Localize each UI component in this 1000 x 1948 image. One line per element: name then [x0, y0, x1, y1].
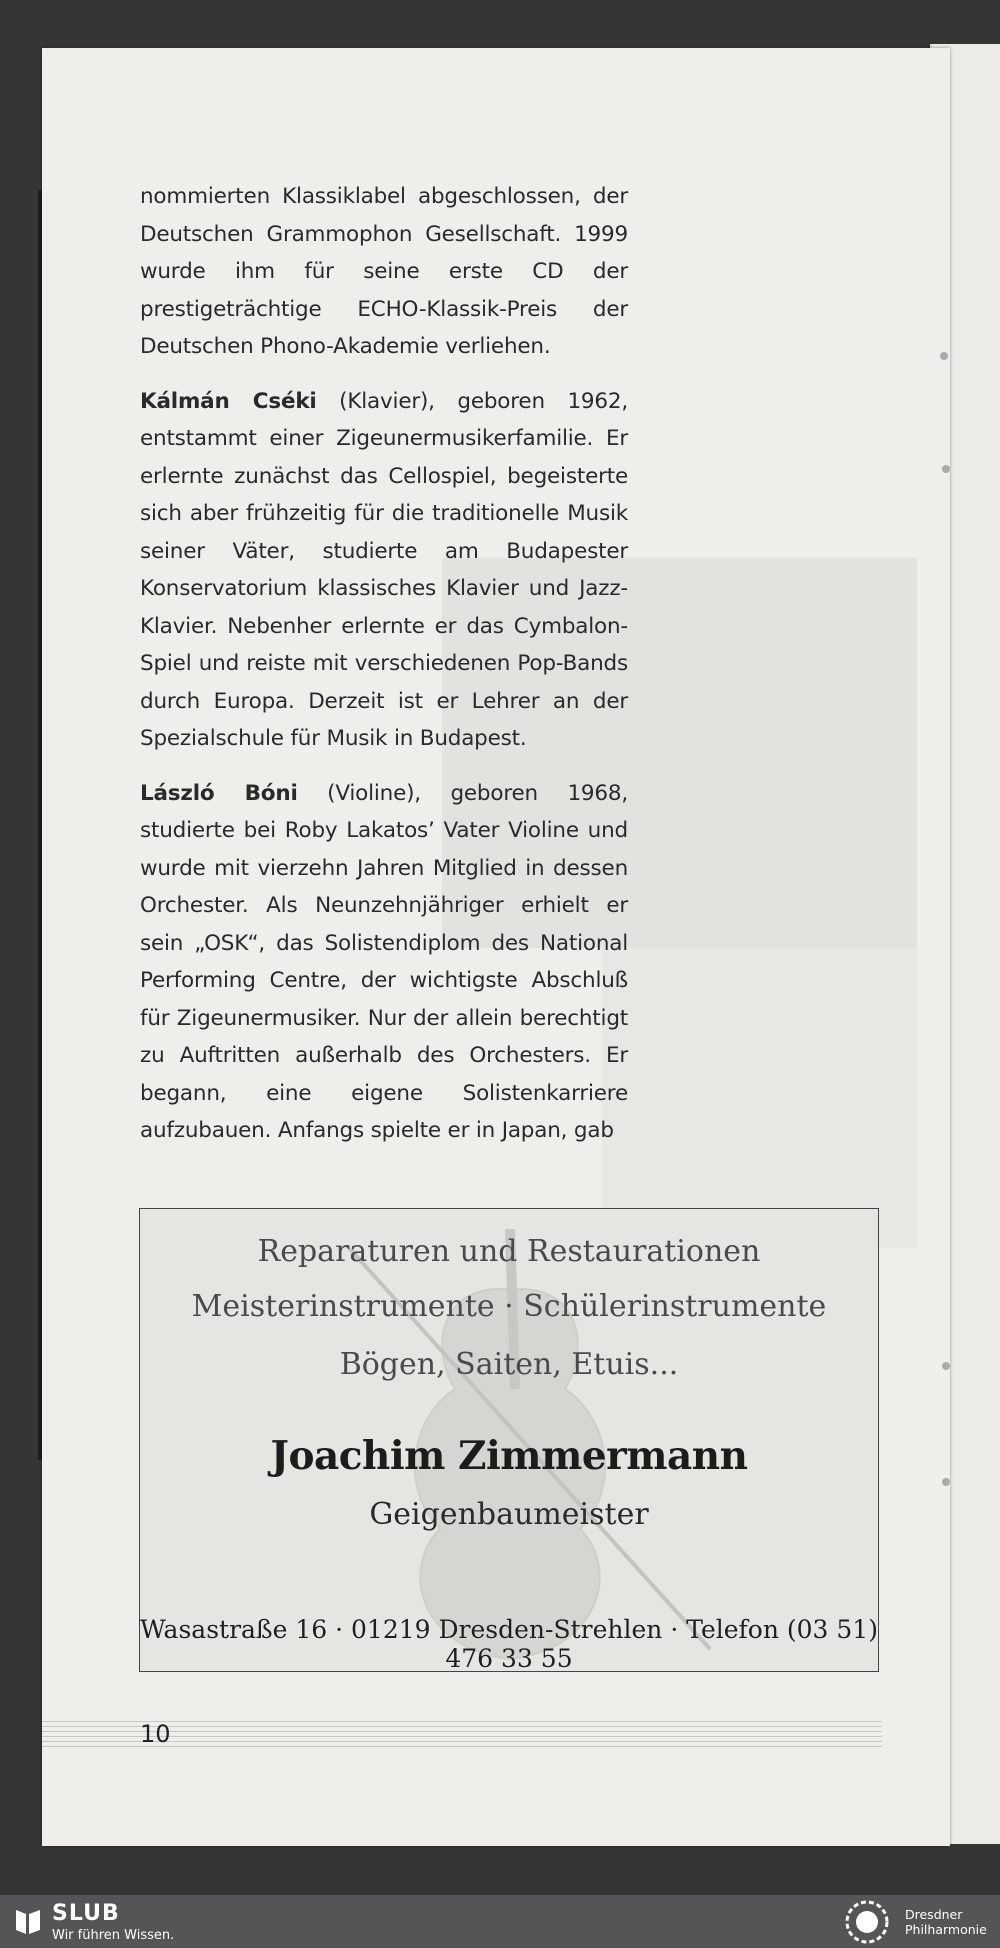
philharmonie-name[interactable]: Dresdner Philharmonie [905, 1907, 987, 1937]
person-name: László Bóni [140, 780, 298, 806]
slub-tagline: Wir führen Wissen. [52, 1928, 175, 1943]
article-body [140, 178, 628, 1167]
binding-hole [942, 1478, 950, 1486]
ad-job-title: Geigenbaumeister [369, 1497, 649, 1532]
ad-instruments-line: Meisterinstrumente · Schülerinstrumente [191, 1289, 827, 1324]
slub-book-icon [14, 1906, 42, 1936]
binding-hole [940, 352, 948, 360]
ad-accessories-line: Bögen, Saiten, Etuis... [339, 1347, 679, 1382]
document-page [42, 48, 950, 1846]
ad-services-line: Reparaturen und Restaurationen [257, 1234, 761, 1269]
ad-business-name: Joachim Zimmermann [270, 1433, 748, 1479]
page-number: 10 [140, 1720, 171, 1748]
paragraph-intro: nommierten Klassiklabel abgeschlossen, der Deutschen Grammophon Gesellschaft. 1999 wurde ihm für seine erste CD der prestigeträchtige ECHO-Klassik-Preis der Deutschen Phono-Akademie verliehen. [140, 184, 628, 359]
person-name: Kálmán Cséki [140, 388, 317, 414]
paragraph-boni: László Bóni (Violine), geboren 1968, studierte bei Roby Lakatos’ Vater Violine und wurde mit vierzehn Jahren Mitglied in dessen Orchester. Als Neunzehnjähriger erhielt er sein „OSK“, das Solistendiplom des National Performing Centre, der wichtigste Abschluß für Zigeunermusiker. Nur der allein berechtigt zu Auftritten außerhalb des Orchesters. Er begann, eine eigene Solistenkarriere aufzubauen. Anfangs spielte er in Japan, gab [140, 780, 628, 1143]
violin-maker-advertisement [139, 1208, 879, 1672]
slub-logo-text[interactable]: SLUB [52, 1901, 120, 1926]
binding-hole [942, 1362, 950, 1370]
bleed-through-box [602, 948, 917, 1248]
binding-hole [942, 465, 950, 473]
ad-address: Wasastraße 16 · 01219 Dresden-Strehlen · Telefon (03 51) 476 33 55 [140, 1615, 878, 1672]
paragraph-cseki: Kálmán Cséki (Klavier), geboren 1962, entstammt einer Zigeunermusikerfamilie. Er erlernte zunächst das Cellospiel, begeisterte sich aber frühzeitig für die traditionelle Musik seiner Väter, studierte am Budapester Konservatorium klassisches Klavier und Jazz-Klavier. Nebenher erlernte er das Cymbalon-Spiel und reiste mit verschiedenen Pop-Bands durch Europa. Derzeit ist er Lehrer an der Spezialschule für Musik in Budapest. [140, 388, 628, 751]
philharmonie-logo-icon [840, 1898, 894, 1946]
